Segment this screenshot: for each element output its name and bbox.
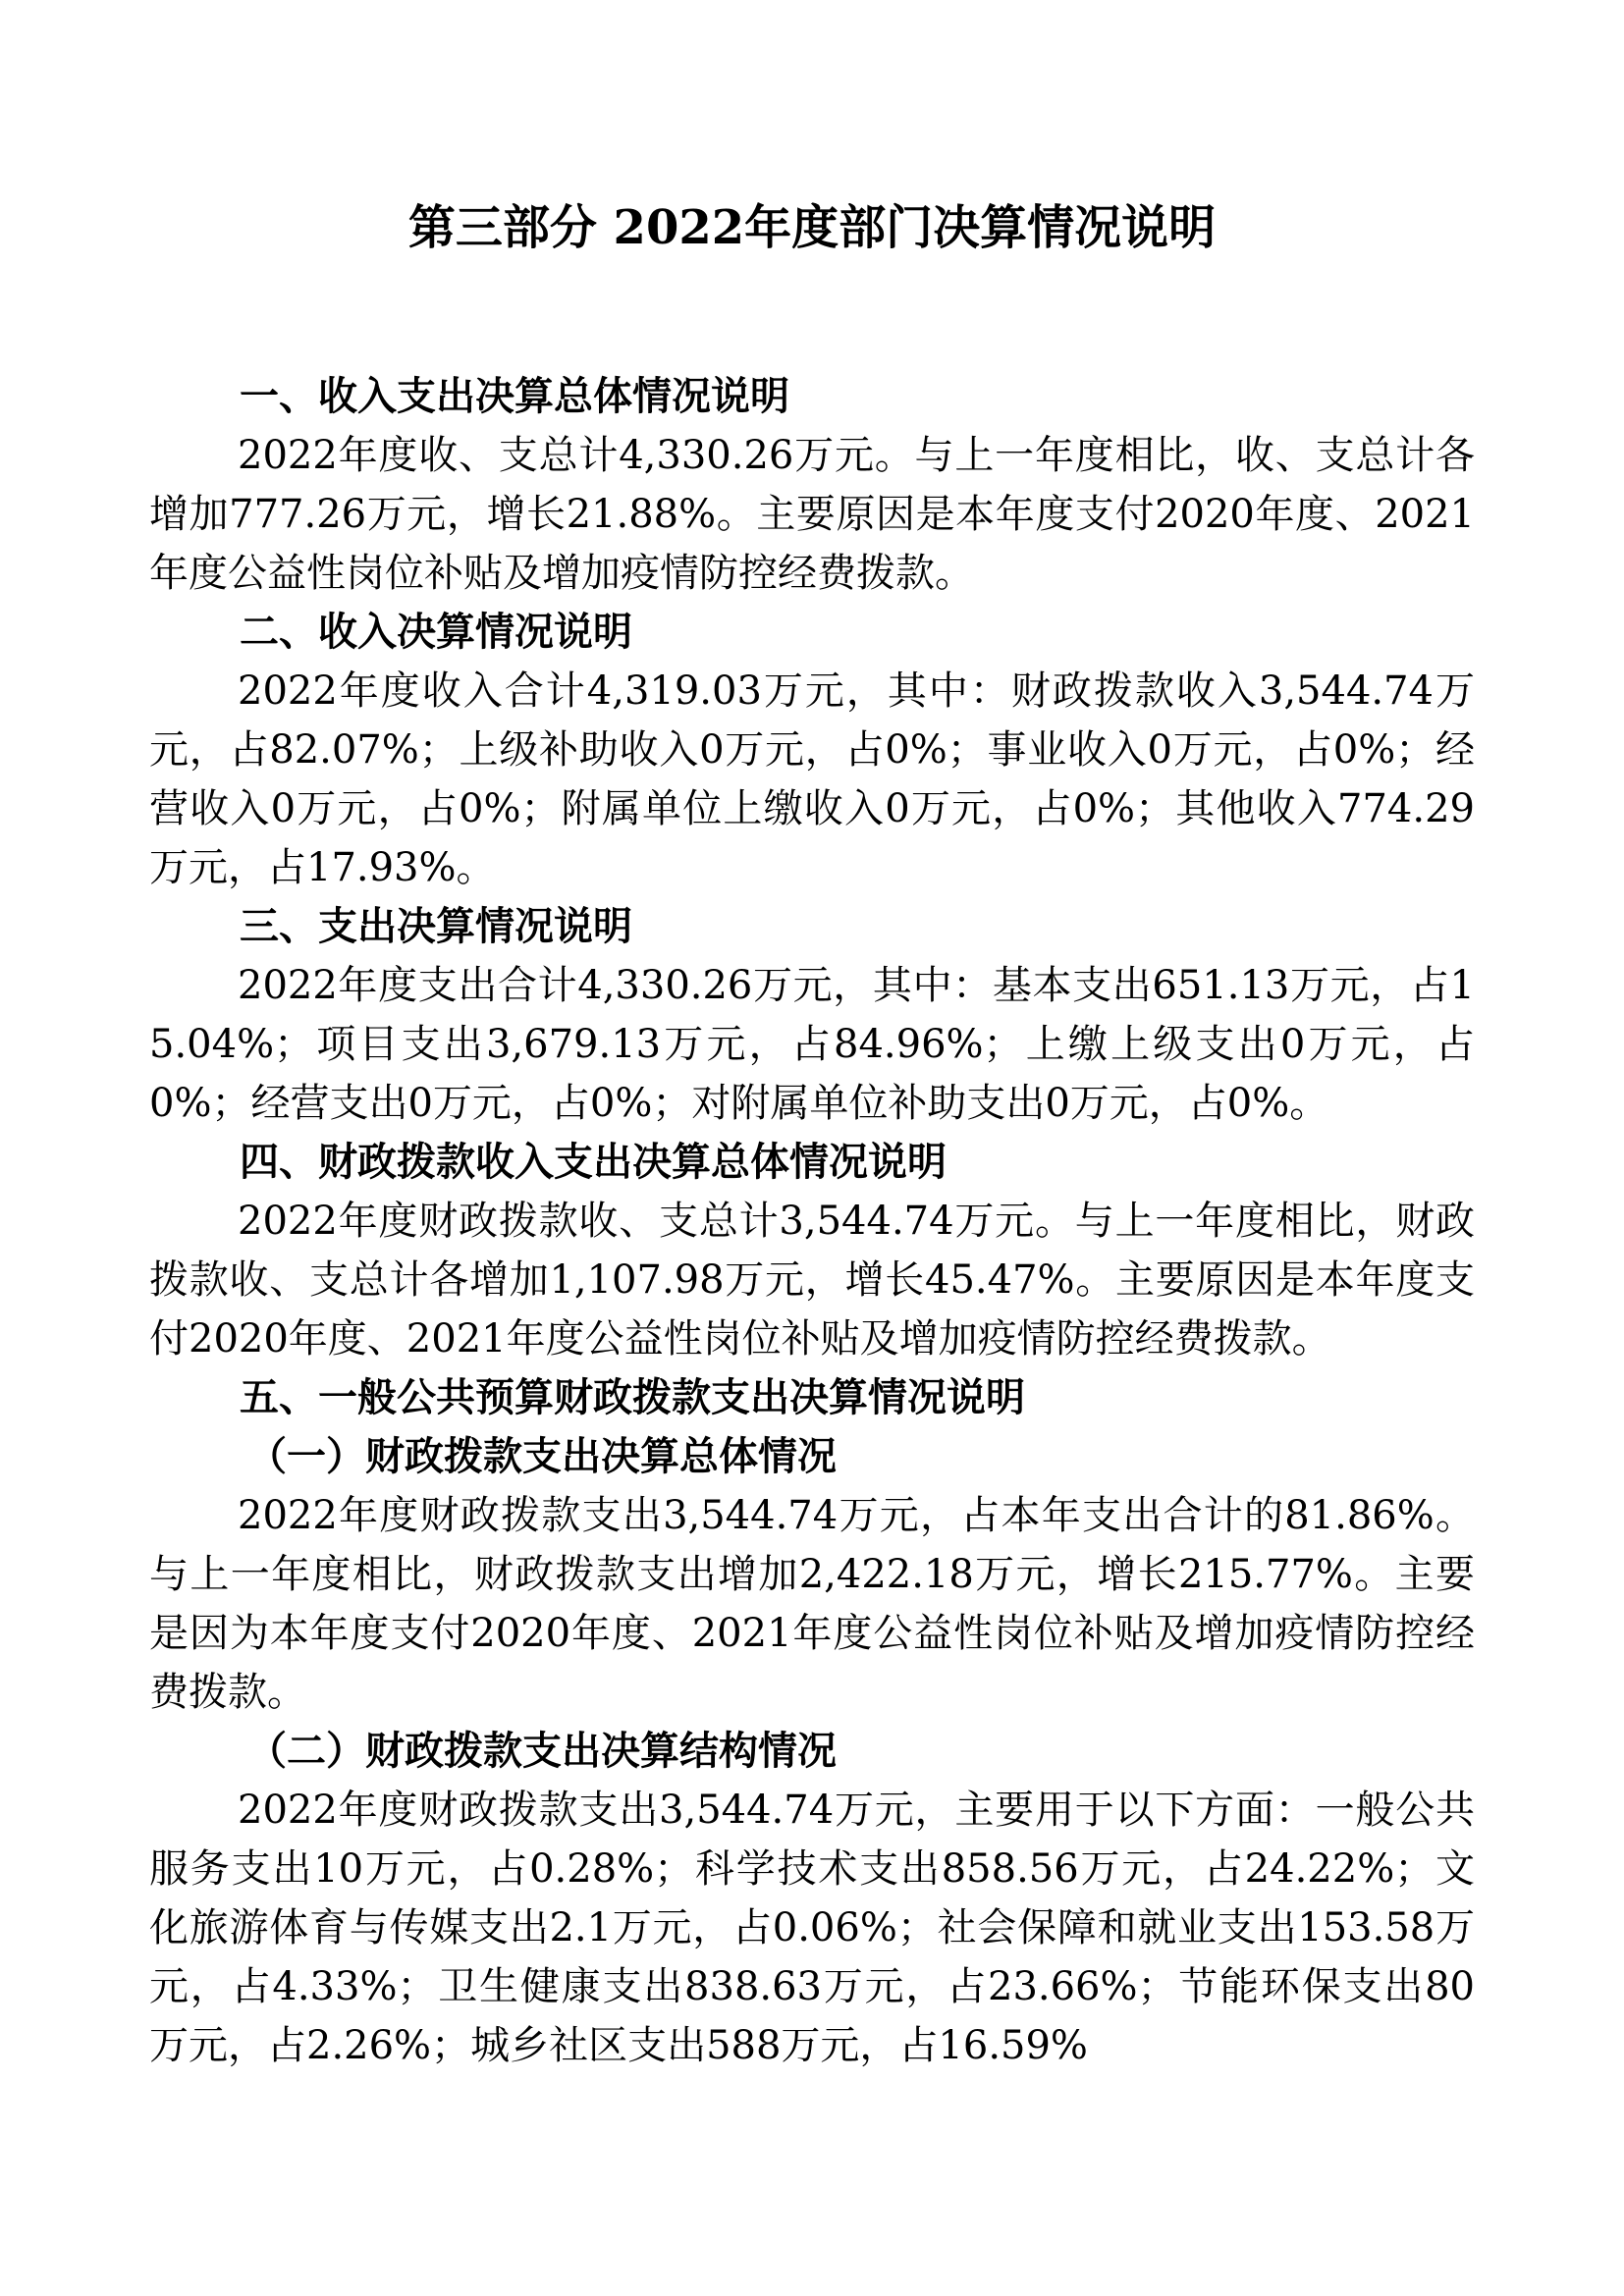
section-paragraph-1: 2022年度收、支总计4,330.26万元。与上一年度相比，收、支总计各增加777.26万元，增长21.88%。主要原因是本年度支付2020年度、2021年度公益性岗位补贴及增加疫情防控经费拨款。 <box>149 433 1475 596</box>
section-heading-1: 一、收入支出决算总体情况说明 <box>240 373 789 419</box>
section-paragraph-2: 2022年度收入合计4,319.03万元，其中：财政拨款收入3,544.74万元，占82.07%；上级补助收入0万元，占0%；事业收入0万元，占0%；经营收入0万元，占0%；附属单位上缴收入0万元，占0%；其他收入774.29万元，占17.93%。 <box>149 668 1475 890</box>
subsection-heading-5-2: （二）财政拨款支出决算结构情况 <box>247 1728 837 1774</box>
page-title: 第三部分 2022年度部门决算情况说明 <box>407 200 1217 255</box>
section-heading-3: 三、支出决算情况说明 <box>240 903 632 949</box>
document-body <box>149 367 1475 2075</box>
subsection-paragraph-5-2: 2022年度财政拨款支出3,544.74万元，主要用于以下方面：一般公共服务支出10万元，占0.28%；科学技术支出858.56万元，占24.22%；文化旅游体育与传媒支出2.1万元，占0.06%；社会保障和就业支出153.58万元，占4.33%；卫生健康支出838.63万元，占23.66%；节能环保支出80万元，占2.26%；城乡社区支出588万元，占16.59% <box>149 1788 1475 2068</box>
subsection-paragraph-5-1: 2022年度财政拨款支出3,544.74万元，占本年支出合计的81.86%。与上一年度相比，财政拨款支出增加2,422.18万元，增长215.77%。主要是因为本年度支付2020年度、2021年度公益性岗位补贴及增加疫情防控经费拨款。 <box>149 1493 1475 1715</box>
section-heading-2: 二、收入决算情况说明 <box>240 609 632 655</box>
section-heading-5: 五、一般公共预算财政拨款支出决算情况说明 <box>240 1374 1025 1420</box>
section-heading-4: 四、财政拨款收入支出决算总体情况说明 <box>240 1139 947 1185</box>
subsection-heading-5-1: （一）财政拨款支出决算总体情况 <box>247 1433 837 1479</box>
section-paragraph-4: 2022年度财政拨款收、支总计3,544.74万元。与上一年度相比，财政拨款收、支总计各增加1,107.98万元，增长45.47%。主要原因是本年度支付2020年度、2021年度公益性岗位补贴及增加疫情防控经费拨款。 <box>149 1199 1475 1362</box>
section-paragraph-3: 2022年度支出合计4,330.26万元，其中：基本支出651.13万元，占15.04%；项目支出3,679.13万元，占84.96%；上缴上级支出0万元，占0%；经营支出0万元，占0%；对附属单位补助支出0万元，占0%。 <box>149 963 1475 1126</box>
